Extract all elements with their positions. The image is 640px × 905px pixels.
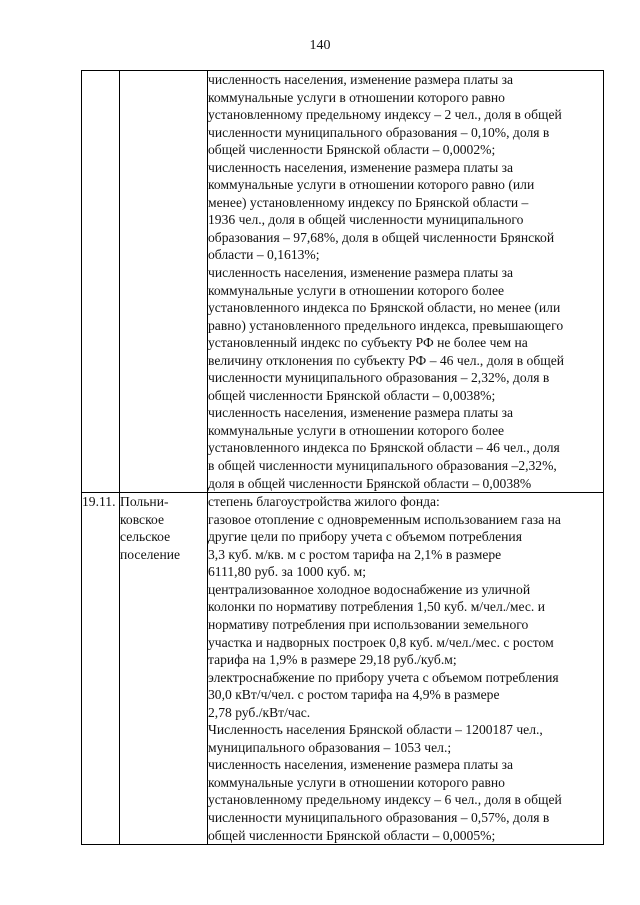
description-line: численности муниципального образования – 2,32%, доля в [208, 370, 550, 386]
description-line: численности муниципального образования – 0,10%, доля в [208, 124, 550, 140]
description-line: 2,78 руб./кВт/час. [208, 704, 311, 720]
row-number-cell: 19.11. [82, 493, 120, 845]
municipality-name-line: сельское [120, 529, 171, 545]
description-line: доля в общей численности Брянской области – 0,0038% [208, 475, 532, 491]
description-line: установленному предельному индексу – 6 чел., доля в общей [208, 792, 562, 808]
description-line: общей численности Брянской области – 0,0005%; [208, 827, 496, 843]
description-line: установленного индекса по Брянской области – 46 чел., доля [208, 440, 560, 456]
table-row [82, 493, 604, 845]
municipality-name-cell [120, 71, 208, 493]
description-line: участка и надворных построек 0,8 куб. м/чел./мес. с ростом [208, 634, 554, 650]
description-line: коммунальные услуги в отношении которого более [208, 422, 505, 438]
description-line: централизованное холодное водоснабжение из уличной [208, 581, 531, 597]
description-line: газовое отопление с одновременным использованием газа на [208, 511, 561, 527]
description-line: численности муниципального образования – 0,57%, доля в [208, 809, 550, 825]
table-body [82, 71, 604, 845]
description-line: другие цели по прибору учета с объемом потребления [208, 529, 522, 545]
description-line: коммунальные услуги в отношении которого более [208, 282, 505, 298]
description-line: в общей численности муниципального образования –2,32%, [208, 458, 557, 474]
description-line: установленного индекса по Брянской области, но менее (или [208, 300, 561, 316]
description-line: величину отклонения по субъекту РФ – 46 чел., доля в общей [208, 352, 565, 368]
description-line: колонки по нормативу потребления 1,50 куб. м/чел./мес. и [208, 599, 545, 615]
description-line: 1936 чел., доля в общей численности муниципального [208, 212, 524, 228]
municipality-name-line: Польни- [120, 494, 169, 510]
description-cell [208, 493, 604, 845]
description-line: численность населения, изменение размера платы за [208, 265, 514, 281]
description-line: коммунальные услуги в отношении которого равно [208, 89, 505, 105]
municipality-name-line: поселение [120, 546, 181, 562]
description-line: коммунальные услуги в отношении которого равно (или [208, 177, 535, 193]
description-line: общей численности Брянской области – 0,0038%; [208, 387, 496, 403]
description-line: степень благоустройства жилого фонда: [208, 494, 440, 510]
description-cell [208, 71, 604, 493]
description-line: установленный индекс по субъекту РФ не более чем на [208, 335, 528, 351]
description-line: установленному предельному индексу – 2 чел., доля в общей [208, 107, 562, 123]
description-line: численность населения, изменение размера платы за [208, 757, 514, 773]
description-line: 30,0 кВт/ч/чел. с ростом тарифа на 4,9% в размере [208, 687, 500, 703]
description-line: 6111,80 руб. за 1000 куб. м; [208, 564, 367, 580]
municipality-name-cell [120, 493, 208, 845]
description-line: области – 0,1613%; [208, 247, 320, 263]
description-line: муниципального образования – 1053 чел.; [208, 739, 452, 755]
description-line: электроснабжение по прибору учета с объемом потребления [208, 669, 559, 685]
document-table [81, 70, 604, 845]
description-line: Численность населения Брянской области – 1200187 чел., [208, 722, 543, 738]
page-number: 140 [309, 38, 331, 53]
description-line: нормативу потребления при использовании земельного [208, 616, 529, 632]
description-line: общей численности Брянской области – 0,0002%; [208, 142, 496, 158]
description-line: численность населения, изменение размера платы за [208, 72, 514, 87]
description-line: равно) установленного предельного индекса, превышающего [208, 317, 564, 333]
description-line: менее) установленному индексу по Брянской области – [208, 194, 529, 210]
row-number-cell [82, 71, 120, 493]
municipality-name-line: ковское [120, 511, 164, 527]
description-line: тарифа на 1,9% в размере 29,18 руб./куб.м; [208, 652, 457, 668]
table-row [82, 71, 604, 493]
description-line: численность населения, изменение размера платы за [208, 405, 514, 421]
description-line: 3,3 куб. м/кв. м с ростом тарифа на 2,1% в размере [208, 546, 502, 562]
description-line: образования – 97,68%, доля в общей численности Брянской [208, 229, 555, 245]
description-line: численность населения, изменение размера платы за [208, 159, 514, 175]
description-line: коммунальные услуги в отношении которого равно [208, 774, 505, 790]
